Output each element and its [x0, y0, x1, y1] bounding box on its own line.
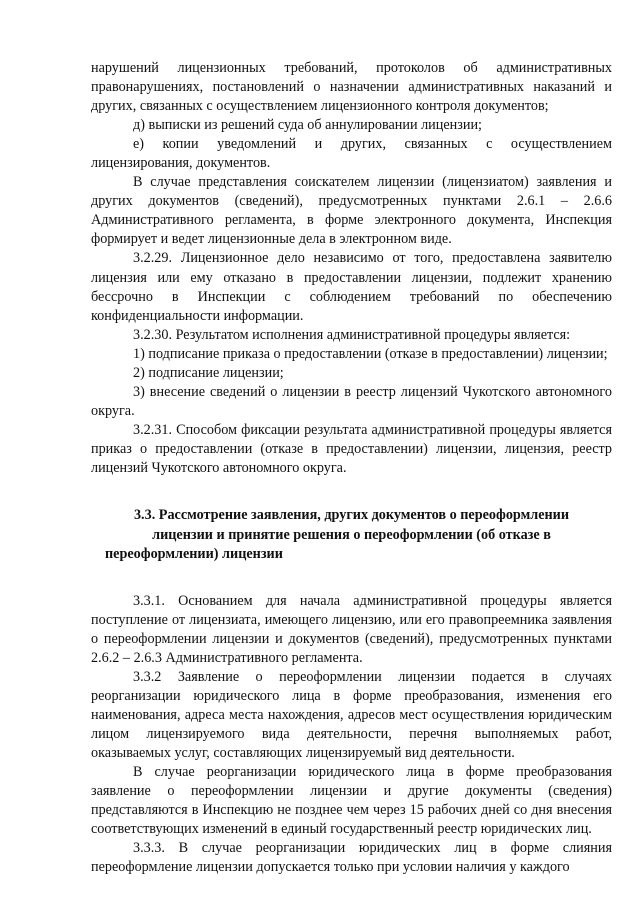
- document-body-bottom: [91, 592, 612, 878]
- paragraph: 3.2.29. Лицензионное дело независимо от того, предоставлена заявителю лицензия или ему отказано в предоставлении лицензии, подлежит хранению бессрочно в Инспекции с соблюдением требований по обеспечению конфиденциальности информации.: [91, 250, 612, 324]
- section-heading: 3.3. Рассмотрение заявления, других документов о переоформлении лицензии и принятие решения о переоформлении (об отказе в переоформлении) лицензии: [105, 507, 570, 563]
- paragraph: 2) подписание лицензии;: [133, 364, 284, 381]
- document-body-top: [91, 59, 612, 478]
- paragraph: 3.2.30. Результатом исполнения административной процедуры является:: [133, 326, 571, 343]
- paragraph: В случае реорганизации юридического лица в форме преобразования заявление о переоформлении лицензии и другие документы (сведения) представляются в Инспекцию не позднее чем через 15 рабочих дней со дня внесения соответствующих изменений в единый государственный реестр юридических лиц.: [91, 763, 612, 838]
- paragraph: 3.2.31. Способом фиксации результата административной процедуры является приказ о предоставлении (отказе в предоставлении) лицензии, лицензия, реестр лицензий Чукотского автономного округа.: [91, 421, 612, 476]
- document-page: [91, 59, 612, 877]
- paragraph: 3.3.2 Заявление о переоформлении лицензии подается в случаях реорганизации юридического лица в форме преобразования, изменения его наименования, адреса места нахождения, адресов мест осуществления юридическим лицом лицензируемого вида деятельности, перечня выполняемых работ, оказываемых услуг, составляющих лицензируемый вид деятельности.: [91, 668, 612, 761]
- paragraph: д) выписки из решений суда об аннулировании лицензии;: [133, 117, 482, 134]
- paragraph: нарушений лицензионных требований, протоколов об административных правонарушениях, постановлений о назначении административных наказаний и других, связанных с осуществлением лицензионного контроля документов;: [91, 60, 612, 115]
- paragraph: 3) внесение сведений о лицензии в реестр лицензий Чукотского автономного округа.: [91, 383, 612, 419]
- paragraph: 3.3.1. Основанием для начала административной процедуры является поступление от лицензиата, имеющего лицензию, или его правопреемника заявления о переоформлении лицензии и документов (сведений), предусмотренных пунктами 2.6.2 – 2.6.3 Административного регламента.: [91, 592, 612, 666]
- paragraph: 1) подписание приказа о предоставлении (отказе в предоставлении) лицензии;: [133, 345, 608, 362]
- paragraph: 3.3.3. В случае реорганизации юридических лиц в форме слияния переоформление лицензии допускается только при условии наличия у каждого: [91, 840, 612, 876]
- paragraph: В случае представления соискателем лицензии (лицензиатом) заявления и других документов (сведений), предусмотренных пунктами 2.6.1 – 2.6.6 Административного регламента, в форме электронного документа, Инспекция формирует и ведет лицензионные дела в электронном виде.: [91, 174, 612, 248]
- paragraph: е) копии уведомлений и других, связанных с осуществлением лицензирования, документов.: [91, 136, 612, 172]
